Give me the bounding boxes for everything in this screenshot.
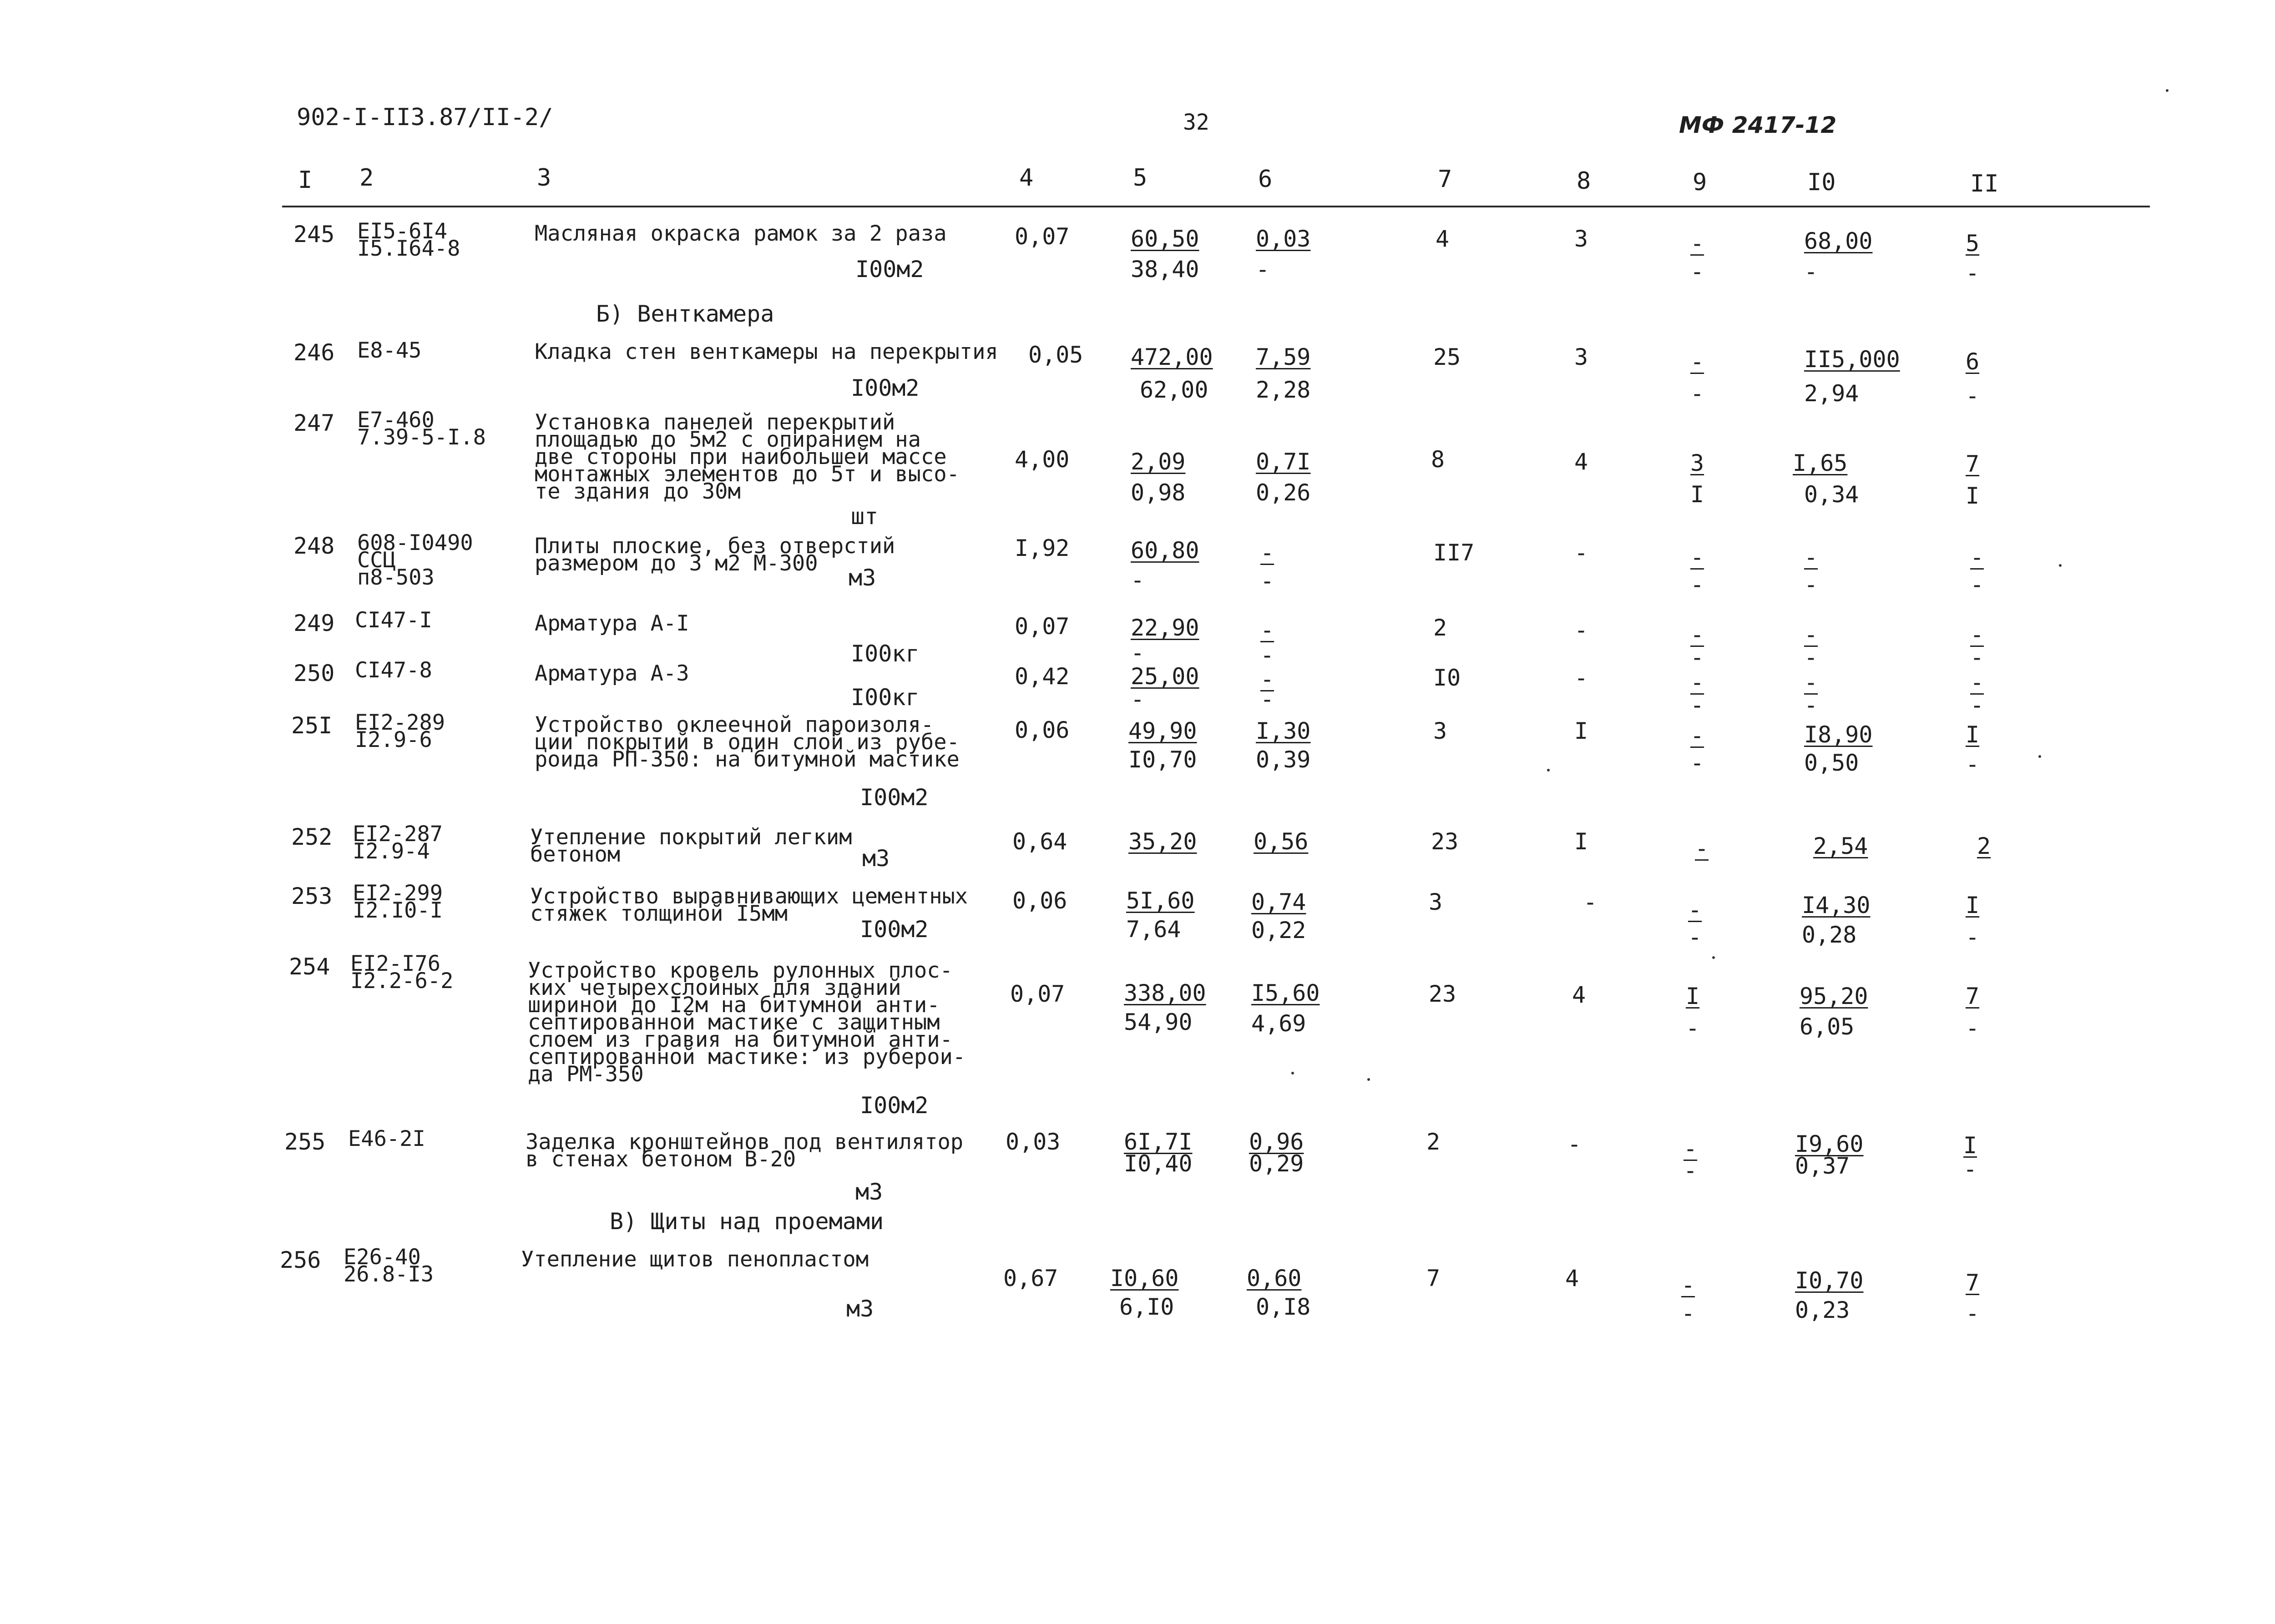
col9-upper: - xyxy=(1688,897,1702,923)
row-number: 252 xyxy=(291,824,333,850)
speck xyxy=(1547,769,1550,772)
col4-value: 0,06 xyxy=(1015,717,1070,743)
col-header-2: 2 xyxy=(359,164,374,192)
col7-value: 3 xyxy=(1429,889,1443,915)
col6-upper: 0,96 xyxy=(1249,1129,1304,1155)
col8-value: 3 xyxy=(1574,226,1588,252)
col11-upper: 6 xyxy=(1966,348,1980,375)
row-number: 248 xyxy=(293,533,335,559)
col11-lower: - xyxy=(1970,692,1984,718)
speck xyxy=(2038,755,2041,758)
col5-upper: 22,90 xyxy=(1131,615,1199,641)
speck xyxy=(1367,1078,1370,1081)
work-description: Масляная окраска рамок за 2 раза xyxy=(535,221,947,246)
col11-lower: - xyxy=(1966,1300,1980,1326)
col10-lower: 0,28 xyxy=(1802,922,1857,948)
norm-code: EI2-289 I2.9-6 xyxy=(355,710,445,752)
col9-lower: - xyxy=(1690,571,1704,598)
col10-upper: I,65 xyxy=(1793,450,1848,476)
col5-lower: - xyxy=(1131,686,1145,712)
col6-upper: 7,59 xyxy=(1256,344,1311,370)
col-header-8: 8 xyxy=(1577,167,1591,195)
col6-lower: - xyxy=(1260,686,1274,712)
col8-value: 4 xyxy=(1572,982,1586,1008)
col8-value: I xyxy=(1574,718,1588,744)
col9-upper: - xyxy=(1684,1135,1698,1162)
col7-value: 23 xyxy=(1429,981,1456,1007)
col11-lower: I xyxy=(1966,483,1980,509)
col-header-11: II xyxy=(1970,170,1999,197)
col-header-6: 6 xyxy=(1258,166,1273,193)
col8-value: 3 xyxy=(1574,344,1588,370)
col5-upper: 49,90 xyxy=(1128,718,1197,744)
col5-lower: - xyxy=(1131,567,1145,593)
speck xyxy=(2059,564,2062,567)
section-heading-v: В) Щиты над проемами xyxy=(610,1208,884,1235)
col11-upper: I xyxy=(1966,892,1980,918)
row-number: 254 xyxy=(289,953,330,980)
col10-lower: 2,94 xyxy=(1804,380,1859,407)
col8-value: - xyxy=(1583,889,1598,915)
col9-upper: I xyxy=(1686,983,1700,1009)
measure-unit: I00м2 xyxy=(860,784,929,811)
work-description: Утепление покрытий легким бетоном xyxy=(530,825,852,867)
col11-upper: - xyxy=(1970,621,1984,648)
col10-lower: 0,50 xyxy=(1804,750,1859,776)
col11-upper: 7 xyxy=(1966,451,1980,477)
measure-unit: м3 xyxy=(862,845,890,872)
col7-value: 7 xyxy=(1426,1265,1441,1291)
col9-lower: - xyxy=(1686,1015,1700,1041)
col8-value: I xyxy=(1574,828,1588,855)
col4-value: 0,64 xyxy=(1012,828,1067,855)
col6-upper: I5,60 xyxy=(1251,980,1320,1006)
col5-lower: 6,I0 xyxy=(1119,1294,1174,1320)
col10-upper: 68,00 xyxy=(1804,228,1873,254)
col5-upper: 60,50 xyxy=(1131,226,1199,252)
col5-upper: 6I,7I xyxy=(1124,1129,1193,1155)
col11-upper: - xyxy=(1970,544,1984,570)
speck xyxy=(1712,956,1715,959)
col7-value: 25 xyxy=(1433,344,1461,370)
document-code: 902-I-II3.87/II-2/ xyxy=(297,104,553,131)
col4-value: 0,06 xyxy=(1012,888,1067,914)
col11-upper: 7 xyxy=(1966,983,1980,1009)
col9-lower: - xyxy=(1690,380,1704,407)
col6-lower: 2,28 xyxy=(1256,377,1311,403)
col5-lower: - xyxy=(1131,640,1145,666)
work-description: Устройство выравнивающих цементных стяжек толщиной I5мм xyxy=(530,884,968,926)
col7-value: I0 xyxy=(1433,665,1461,691)
row-number: 255 xyxy=(284,1129,326,1155)
norm-code: CI47-8 xyxy=(355,658,432,683)
col10-upper: - xyxy=(1804,621,1818,648)
measure-unit: I00м2 xyxy=(860,916,929,943)
col9-upper: - xyxy=(1681,1272,1695,1298)
col10-lower: - xyxy=(1804,644,1818,671)
handwritten-sheet-code: МФ 2417-12 xyxy=(1679,112,1837,138)
col6-lower: - xyxy=(1260,642,1274,668)
col4-value: 0,42 xyxy=(1015,663,1070,690)
work-description: Утепление щитов пенопластом xyxy=(521,1247,869,1272)
col11-upper: 7 xyxy=(1966,1270,1980,1296)
col10-lower: - xyxy=(1804,692,1818,718)
norm-code: EI2-299 I2.I0-I xyxy=(353,881,443,923)
col4-value: 0,07 xyxy=(1015,613,1070,640)
col9-lower: - xyxy=(1690,258,1704,285)
col6-upper: 0,56 xyxy=(1254,828,1309,855)
col-header-5: 5 xyxy=(1133,164,1148,192)
col-header-4: 4 xyxy=(1019,164,1034,192)
measure-unit: м3 xyxy=(849,565,876,591)
norm-code: 608-I0490 ССЦ п8-503 xyxy=(357,530,473,590)
col5-upper: 35,20 xyxy=(1128,828,1197,855)
col-header-10: I0 xyxy=(1807,169,1836,196)
row-number: 253 xyxy=(291,883,333,909)
col10-upper: I0,70 xyxy=(1795,1267,1864,1294)
header-rule xyxy=(282,206,2150,207)
col4-value: 4,00 xyxy=(1015,446,1070,473)
col11-lower: - xyxy=(1970,644,1984,671)
norm-code: E46-2I xyxy=(348,1126,425,1151)
col5-upper: I0,60 xyxy=(1110,1265,1179,1291)
work-description: Плиты плоские, без отверстий размером до 3 м2 М-300 xyxy=(535,534,895,576)
measure-unit: м3 xyxy=(846,1296,874,1322)
page-number: 32 xyxy=(1183,110,1209,135)
measure-unit: I00м2 xyxy=(851,375,920,401)
col10-lower: - xyxy=(1804,571,1818,598)
col5-lower: I0,40 xyxy=(1124,1150,1193,1177)
col9-upper: - xyxy=(1690,722,1704,749)
work-description: Установка панелей перекрытий площадью до 5м2 с опиранием на две стороны при наибольшей массе монтажных элементов до 5т и высо- те здания до 30м xyxy=(535,410,960,504)
col5-lower: 0,98 xyxy=(1131,479,1186,506)
col9-lower: - xyxy=(1681,1300,1695,1326)
measure-unit: I00кг xyxy=(851,641,920,667)
col5-lower: 38,40 xyxy=(1131,256,1199,282)
col5-lower: 7,64 xyxy=(1126,916,1181,943)
col6-upper: 0,7I xyxy=(1256,449,1311,475)
col10-lower: 0,37 xyxy=(1795,1153,1850,1179)
col7-value: 8 xyxy=(1431,446,1445,473)
col4-value: 0,05 xyxy=(1028,342,1083,368)
col11-lower: - xyxy=(1970,571,1984,598)
col6-upper: 0,03 xyxy=(1256,226,1311,252)
col9-upper: - xyxy=(1690,621,1704,648)
col9-lower: - xyxy=(1684,1157,1698,1184)
col6-lower: 0,26 xyxy=(1256,479,1311,506)
col6-lower: - xyxy=(1260,568,1274,594)
col9-lower: I xyxy=(1690,481,1704,508)
work-description: Устройство кровель рулонных плос- ких четырехслойных для зданий шириной до I2м на битумной анти- септированной мастике с защитным слоем из гравия на битумной анти- септированной мастике: из руберои- да РМ-350 xyxy=(528,958,966,1087)
col6-lower: 0,39 xyxy=(1256,746,1311,773)
col10-lower: - xyxy=(1804,258,1818,285)
speck xyxy=(2166,89,2169,92)
col-header-9: 9 xyxy=(1693,169,1707,196)
col11-lower: - xyxy=(1963,1156,1977,1182)
col11-upper: 2 xyxy=(1977,833,1991,859)
col6-lower: 0,22 xyxy=(1251,917,1306,943)
norm-code: EI2-I76 I2.2-6-2 xyxy=(350,951,454,994)
col11-lower: - xyxy=(1966,924,1980,950)
col5-upper: 60,80 xyxy=(1131,537,1199,564)
col6-upper: - xyxy=(1260,617,1274,643)
col5-lower: 62,00 xyxy=(1140,377,1208,403)
col9-upper: - xyxy=(1690,669,1704,696)
col4-value: I,92 xyxy=(1015,535,1070,561)
col11-lower: - xyxy=(1966,1015,1980,1041)
col4-value: 0,67 xyxy=(1003,1265,1058,1291)
col9-lower: - xyxy=(1688,924,1702,950)
row-number: 245 xyxy=(293,221,335,247)
col6-upper: - xyxy=(1260,666,1274,692)
col5-lower: 54,90 xyxy=(1124,1009,1193,1035)
col9-upper: - xyxy=(1690,230,1704,257)
col8-value: - xyxy=(1567,1131,1582,1157)
col6-upper: 0,74 xyxy=(1251,889,1306,915)
measure-unit: I00м2 xyxy=(860,1092,929,1119)
work-description: Арматура А-3 xyxy=(535,661,689,686)
col4-value: 0,03 xyxy=(1006,1129,1061,1155)
col11-lower: - xyxy=(1966,751,1980,777)
col9-upper: 3 xyxy=(1690,450,1704,476)
col10-lower: 6,05 xyxy=(1800,1014,1855,1040)
col5-upper: 2,09 xyxy=(1131,449,1186,475)
col10-upper: I4,30 xyxy=(1802,892,1871,918)
row-number: 250 xyxy=(293,660,335,686)
measure-unit: I00кг xyxy=(851,684,920,711)
measure-unit: м3 xyxy=(855,1179,883,1205)
col9-lower: - xyxy=(1690,750,1704,776)
col6-lower: 4,69 xyxy=(1251,1010,1306,1037)
col9-lower: - xyxy=(1690,644,1704,671)
col5-upper: 5I,60 xyxy=(1126,888,1195,914)
col7-value: 2 xyxy=(1433,615,1447,641)
norm-code: E7-460 7.39-5-I.8 xyxy=(357,408,486,450)
norm-code: EI2-287 I2.9-4 xyxy=(353,822,443,864)
col6-lower: 0,I8 xyxy=(1256,1294,1311,1320)
col5-lower: I0,70 xyxy=(1128,746,1197,773)
col6-upper: 0,60 xyxy=(1247,1265,1302,1291)
col6-lower: 0,29 xyxy=(1249,1150,1304,1177)
col8-value: - xyxy=(1574,665,1588,691)
col8-value: - xyxy=(1574,540,1588,566)
col10-lower: 0,23 xyxy=(1795,1297,1850,1323)
col5-upper: 472,00 xyxy=(1131,344,1213,370)
col7-value: 2 xyxy=(1426,1129,1441,1155)
col11-lower: - xyxy=(1966,383,1980,409)
section-heading-b: Б) Венткамера xyxy=(596,301,774,327)
col10-upper: II5,000 xyxy=(1804,346,1900,373)
norm-code: E26-40 26.8-I3 xyxy=(344,1245,434,1287)
col9-lower: - xyxy=(1690,692,1704,718)
row-number: 25I xyxy=(291,712,333,739)
col5-upper: 25,00 xyxy=(1131,663,1199,690)
col6-upper: I,30 xyxy=(1256,718,1311,744)
row-number: 246 xyxy=(293,339,335,366)
work-description: Заделка кронштейнов под вентилятор в стенах бетоном В-20 xyxy=(526,1130,964,1172)
row-number: 249 xyxy=(293,610,335,636)
measure-unit: шт xyxy=(851,503,879,530)
col11-upper: - xyxy=(1970,669,1984,696)
col10-upper: - xyxy=(1804,544,1818,570)
col5-upper: 338,00 xyxy=(1124,980,1206,1006)
col-header-7: 7 xyxy=(1438,166,1452,193)
col11-upper: 5 xyxy=(1966,230,1980,257)
work-description: Кладка стен венткамеры на перекрытия xyxy=(535,339,998,364)
norm-code: EI5-6I4 I5.I64-8 xyxy=(357,219,460,261)
measure-unit: I00м2 xyxy=(855,256,924,282)
norm-code: CI47-I xyxy=(355,608,432,633)
col6-lower: - xyxy=(1256,256,1270,282)
col8-value: 4 xyxy=(1574,449,1588,475)
col6-upper: - xyxy=(1260,540,1274,566)
row-number: 256 xyxy=(280,1247,321,1273)
col-header-1: I xyxy=(298,166,313,194)
col10-upper: I9,60 xyxy=(1795,1131,1864,1157)
col4-value: 0,07 xyxy=(1010,981,1065,1007)
col7-value: 4 xyxy=(1436,226,1450,252)
col9-upper: - xyxy=(1695,835,1709,862)
row-number: 247 xyxy=(293,410,335,436)
col8-value: 4 xyxy=(1565,1265,1579,1291)
col7-value: 3 xyxy=(1433,718,1447,744)
col7-value: 23 xyxy=(1431,828,1459,855)
work-description: Устройство оклеечной пароизоля- ции покрытий в один слой из рубе- роида РП-350: на битумной мастике xyxy=(535,712,960,772)
col8-value: - xyxy=(1574,617,1588,643)
col7-value: II7 xyxy=(1433,540,1475,566)
col11-upper: I xyxy=(1966,721,1980,748)
col9-upper: - xyxy=(1690,544,1704,570)
col11-lower: - xyxy=(1966,260,1980,286)
col-header-3: 3 xyxy=(537,164,551,192)
speck xyxy=(1291,1072,1294,1074)
col10-upper: - xyxy=(1804,669,1818,696)
col4-value: 0,07 xyxy=(1015,223,1070,250)
col10-upper: I8,90 xyxy=(1804,721,1873,748)
col10-upper: 95,20 xyxy=(1800,983,1868,1009)
norm-code: E8-45 xyxy=(357,338,422,363)
col10-lower: 0,34 xyxy=(1804,481,1859,508)
work-description: Арматура А-I xyxy=(535,611,689,636)
col9-upper: - xyxy=(1690,348,1704,375)
col11-upper: I xyxy=(1963,1132,1977,1159)
col10-upper: 2,54 xyxy=(1813,833,1868,859)
